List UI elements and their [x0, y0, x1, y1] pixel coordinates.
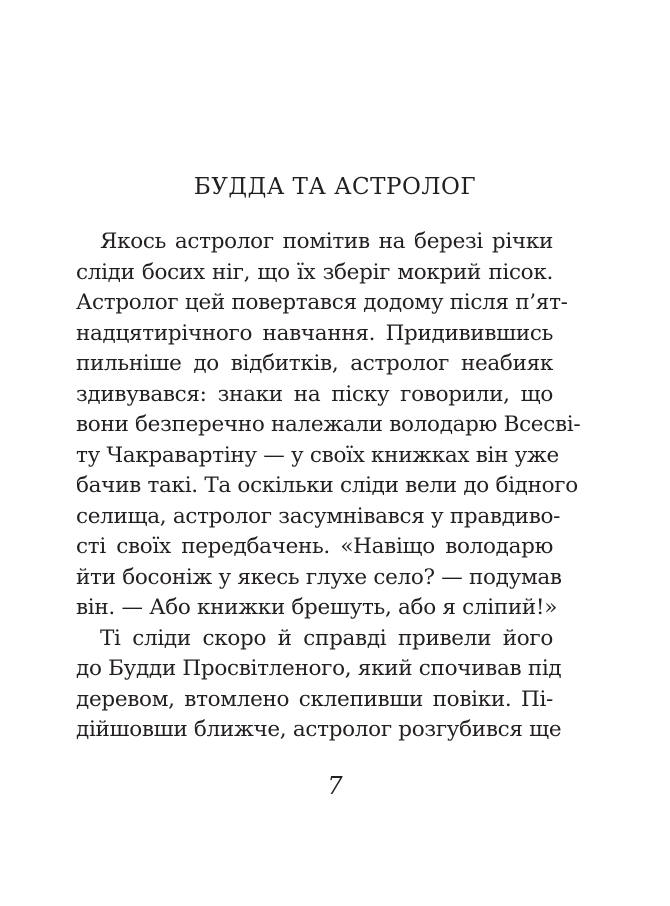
text-line: до Будди Просвітленого, який спочивав під [76, 656, 562, 681]
text-line: сті своїх передбачень. «Навіщо володарю [76, 534, 553, 559]
text-line: сліди босих ніг, що їх зберіг мокрий пісок. [76, 259, 553, 285]
text-line: пильніше до відбитків, астролог неабияк [76, 351, 553, 376]
text-line: Астролог цей повертався додому після п’ят- [76, 290, 568, 315]
text-line: вони безперечно належали володарю Всесві- [76, 412, 581, 437]
text-line: він. — Або книжки брешуть, або я сліпий!» [76, 595, 558, 620]
text-line: бачив такі. Та оскільки сліди вели до бідного [76, 473, 578, 498]
text-line: здивувався: знаки на піску говорили, що [76, 381, 553, 407]
paragraph-1 [76, 227, 581, 624]
body-text [76, 227, 581, 746]
text-line: Ті сліди скоро й справді привели його [100, 625, 553, 651]
chapter-title: БУДДА ТА АСТРОЛОГ [193, 174, 477, 200]
paragraph-2 [76, 624, 562, 746]
text-line: йти босоніж у якесь глухе село? — подумав [76, 564, 562, 590]
text-line: надцятирічного навчання. Придивившись [76, 320, 553, 346]
text-line: ту Чакравартіну — у своїх книжках він уже [76, 442, 559, 468]
text-line: Якось астролог помітив на березі річки [100, 229, 553, 254]
text-line: селища, астролог засумнівався у правдиво- [76, 503, 561, 529]
text-line: деревом, втомлено склепивши повіки. Пі- [76, 686, 553, 712]
page-number: 7 [327, 772, 343, 800]
text-line: дійшовши ближче, астролог розгубився ще [76, 717, 562, 742]
